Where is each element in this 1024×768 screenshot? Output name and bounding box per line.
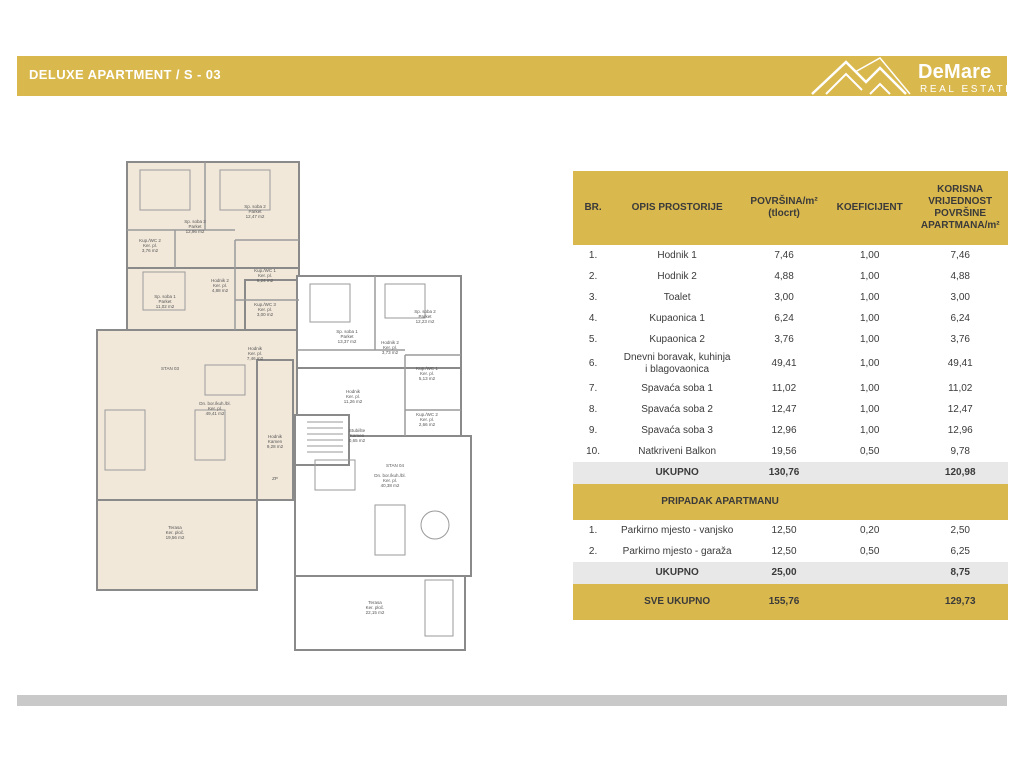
table-row: 3. Toalet 3,00 1,00 3,00 bbox=[588, 291, 970, 303]
room-area: 22,15 m2 bbox=[365, 610, 385, 615]
room-area: 2,66 m2 bbox=[418, 422, 436, 427]
room-label: Dn. bor./kuh./bl. bbox=[374, 473, 406, 478]
room-area: 4,88 m2 bbox=[211, 288, 229, 293]
col-koeficijent: KOEFICIJENT bbox=[827, 171, 913, 245]
demare-logo bbox=[810, 56, 1020, 96]
table-row: 10. Natkriveni Balkon 19,56 0,50 9,78 bbox=[586, 445, 970, 457]
floor-plan bbox=[85, 160, 485, 660]
room-floor: Ker. pl. bbox=[419, 417, 435, 422]
page-title: DELUXE APARTMENT / S - 03 bbox=[29, 67, 222, 82]
header-bar bbox=[17, 56, 1015, 96]
room-label: Kup./WC 2 bbox=[139, 238, 161, 243]
room-floor: Kamen bbox=[349, 433, 365, 438]
room-area: 11,26 m2 bbox=[343, 399, 363, 404]
room-area: 9,28 m2 bbox=[266, 444, 284, 449]
col-korisna: KORISNA VRIJEDNOST POVRŠINE APARTMANA/m² bbox=[912, 171, 1008, 245]
room-label: Hodnik bbox=[267, 434, 283, 439]
room-floor: Parket bbox=[158, 299, 172, 304]
room-floor: Ker. pl. bbox=[345, 394, 361, 399]
room-label: Hodnik bbox=[345, 389, 361, 394]
room-label: Kup./WC 3 bbox=[254, 302, 276, 307]
room-floor: Parket bbox=[418, 314, 432, 319]
footer-bar bbox=[17, 695, 1007, 706]
logo-mountain-icon bbox=[810, 56, 920, 96]
room-floor: Ker. pl. bbox=[382, 345, 398, 350]
room-area: 40,38 m2 bbox=[380, 483, 400, 488]
room-label: Sp. soba 2 bbox=[414, 309, 436, 314]
room-label: Sp. soba 1 bbox=[336, 329, 358, 334]
room-area: 3,00 m2 bbox=[256, 312, 274, 317]
room-area: 12,96 m2 bbox=[185, 229, 205, 234]
total-row: UKUPNO 25,00 8,75 bbox=[573, 562, 1008, 584]
col-opis: OPIS PROSTORIJE bbox=[613, 171, 741, 245]
room-floor: Ker. pl. bbox=[257, 273, 273, 278]
room-area: 19,56 m2 bbox=[165, 535, 185, 540]
room-floor: Ker. pl. bbox=[142, 243, 158, 248]
logo-name: DeMare bbox=[918, 61, 992, 83]
room-area: 12,23 m2 bbox=[415, 319, 435, 324]
area-table bbox=[573, 171, 1008, 620]
room-floor: Parket bbox=[340, 334, 354, 339]
room-label: Hodnik 2 bbox=[211, 278, 229, 283]
table-row: 4. Kupaonica 1 6,24 1,00 6,24 bbox=[588, 312, 970, 324]
room-label: Kup./WC 1 bbox=[254, 268, 276, 273]
room-label: Sp. soba 1 bbox=[154, 294, 176, 299]
room-label: Terasa bbox=[368, 600, 382, 605]
room-label: Kup./WC 1 bbox=[416, 366, 438, 371]
room-floor: Ker. pl. bbox=[419, 371, 435, 376]
room-area: 12,47 m2 bbox=[245, 214, 265, 219]
room-label: ZP bbox=[272, 476, 278, 481]
room-area: 5,13 m2 bbox=[418, 376, 436, 381]
room-area: 11,02 m2 bbox=[155, 304, 175, 309]
room-floor: Parket bbox=[188, 224, 202, 229]
room-label: Sp. soba 3 bbox=[184, 219, 206, 224]
room-floor: Ker. pl. bbox=[247, 351, 263, 356]
room-label: Dn. bor./kuh./bl. bbox=[199, 401, 231, 406]
room-area: 7,46 m2 bbox=[246, 356, 264, 361]
table-row: 1. Parkirno mjesto - vanjsko 12,50 0,20 2,50 bbox=[588, 524, 970, 536]
room-label: Terasa bbox=[168, 525, 182, 530]
table-row: 7. Spavaća soba 1 11,02 1,00 11,02 bbox=[588, 382, 973, 394]
room-area: 3,73 m2 bbox=[381, 350, 399, 355]
room-floor: Ker. pl. bbox=[212, 283, 228, 288]
room-floor: Ker. pl. bbox=[257, 307, 273, 312]
table-row: 2. Hodnik 2 4,88 1,00 4,88 bbox=[588, 270, 970, 282]
room-label: Hodnik bbox=[247, 346, 263, 351]
room-floor: Ker. pl. bbox=[382, 478, 398, 483]
room-area: 0,65 m2 bbox=[348, 438, 366, 443]
room-area: 6,24 m2 bbox=[256, 278, 274, 283]
room-floor: Parket bbox=[248, 209, 262, 214]
room-area: 49,41 m2 bbox=[205, 411, 225, 416]
grand-total-row: SVE UKUPNO 155,76 129,73 bbox=[573, 584, 1008, 620]
total-row: UKUPNO 130,76 120,98 bbox=[573, 462, 1008, 484]
logo-tagline: REAL ESTATE bbox=[920, 84, 1015, 95]
apartment-label: STAN 04 bbox=[386, 463, 404, 468]
section-row: PRIPADAK APARTMANU bbox=[573, 484, 1008, 520]
room-floor: Ker. ploč. bbox=[365, 605, 385, 610]
table-row: 6. Dnevni boravak, kuhinja i blagovaonica 49,41 1,00 49,41 bbox=[588, 352, 973, 375]
room-label: Stubište bbox=[348, 428, 366, 433]
room-area: 3,76 m2 bbox=[141, 248, 159, 253]
table-row: 2. Parkirno mjesto - garaža 12,50 0,50 6,25 bbox=[588, 545, 970, 557]
room-label: Hodnik 2 bbox=[381, 340, 399, 345]
room-label: Sp. soba 2 bbox=[244, 204, 266, 209]
room-floor: Ker. pl. bbox=[207, 406, 223, 411]
room-floor: Ker. ploč. bbox=[165, 530, 185, 535]
table-row: 9. Spavaća soba 3 12,96 1,00 12,96 bbox=[588, 424, 973, 436]
room-label: Kup./WC 2 bbox=[416, 412, 438, 417]
room-area: 13,37 m2 bbox=[337, 339, 357, 344]
table-row: 8. Spavaća soba 2 12,47 1,00 12,47 bbox=[588, 403, 973, 415]
apartment-label: STAN 03 bbox=[161, 366, 179, 371]
room-floor: Kamen bbox=[267, 439, 283, 444]
table-row: 5. Kupaonica 2 3,76 1,00 3,76 bbox=[588, 333, 970, 345]
apartment-s04 bbox=[295, 276, 471, 650]
col-br: BR. bbox=[573, 171, 613, 245]
col-povrsina: POVRŠINA/m² (tlocrt) bbox=[741, 171, 827, 245]
table-row: 1. Hodnik 1 7,46 1,00 7,46 bbox=[588, 249, 970, 261]
